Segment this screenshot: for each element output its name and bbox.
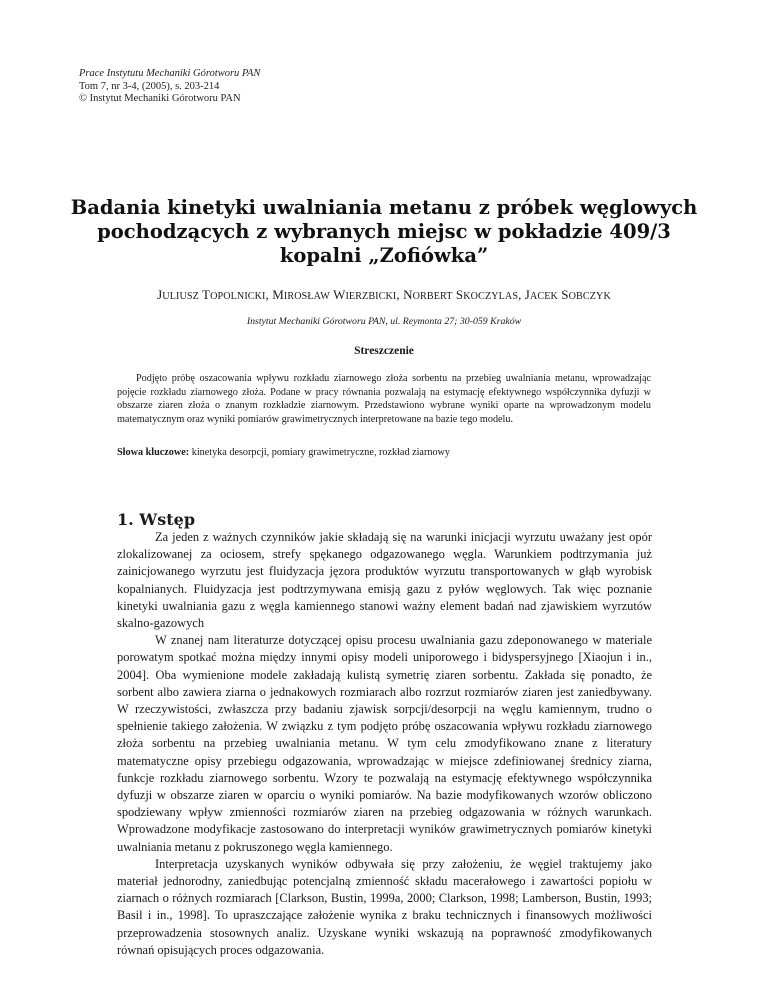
- keywords-label: Słowa kluczowe:: [117, 447, 190, 458]
- paper-authors: JULIUSZ TOPOLNICKI, MIROSŁAW WIERZBICKI, NORBERT SKOCZYLAS, JACEK SOBCZYK: [157, 287, 611, 302]
- body-paragraph: W znanej nam literaturze dotyczącej opisu procesu uwalniania gazu zdeponowanego w materiale porowatym spotkać można między innymi opisy modeli uniporowego i bidyspersyjnego [Xiaojun i in., 2004]. Oba wymienione modele zakładają kulistą symetrię ziaren sorbentu. Zakłada się ponadto, że sorbent albo zawiera ziarna o jednakowych rozmiarach albo rozrzut rozmiarów ziaren jest zaniedbywany. W rzeczywistości, zwłaszcza przy badaniu zjawisk sorpcji/desorpcji na węglu kamiennym, trudno o spełnienie takiego założenia. W związku z tym podjęto próbę oszacowania wpływu rozkładu ziarnowego złoża sorbentu na przebieg uwalniania metanu. W tym celu zmodyfikowano znane z literatury matematyczne opisy przebiegu odgazowania, wprowadzając w miejsce zdefiniowanej średnicy ziarna, funkcje rozkładu ziarnowego sorbentu. Wzory te pozwalają na estymację efektywnego współczynnika dyfuzji w obszarze ziaren w oparciu o wyniki pomiarów. Na bazie modyfikowanych wzorów obliczono spodziewany wpływ zmienności rozmiarów ziaren na przebieg odgazowania w różnych warunkach. Wprowadzone modyfikacje zastosowano do interpretacji wyników grawimetrycznych pomiarów kinetyki uwalniania metanu z pokruszonego węgla kamiennego.: [117, 633, 652, 854]
- journal-title: Prace Instytutu Mechaniki Górotworu PAN: [79, 68, 261, 79]
- journal-volume: Tom 7, nr 3-4, (2005), s. 203-214: [79, 80, 220, 92]
- journal-copyright: © Instytut Mechaniki Górotworu PAN: [79, 93, 241, 104]
- section-heading: 1. Wstęp: [117, 510, 196, 529]
- body-paragraph: Za jeden z ważnych czynników jakie składają się na warunki inicjacji wyrzutu uważany jest opór zlokalizowanej za ociosem, strefy spękanego odgazowanego węgla. Warunkiem podtrzymania już zainicjowanego wyrzutu jest fluidyzacja jęzora produktów wyrzutu transportowanych w głąb wyrobisk kopalnianych. Fluidyzacja jest podtrzymywana emisją gazu z pyłów węglowych. Tak więc poznanie kinetyki uwalniania gazu z węgla kamiennego stanowi ważny element badań nad zjawiskiem wyrzutów skalno-gazowych: [117, 530, 652, 631]
- abstract-text: Podjęto próbę oszacowania wpływu rozkładu ziarnowego złoża sorbentu na przebieg uwalniania metanu, wprowadzając pojęcie rozkładu ziarnowego złoża. Podane w pracy równania pozwalają na estymację efektywnego współczynnika dyfuzji w obszarze ziaren złoża o znanym rozkładzie ziarnowym. Przedstawiono wybrane wyniki oparte na wprowadzonym modelu matematycznym oraz wyniki pomiarów grawimetrycznych interpretowane na bazie tego modelu.: [117, 373, 651, 425]
- author-affiliation: Instytut Mechaniki Górotworu PAN, ul. Reymonta 27; 30-059 Kraków: [246, 316, 522, 327]
- body-paragraph: Interpretacja uzyskanych wyników odbywała się przy założeniu, że węgiel traktujemy jako materiał jednorodny, zaniedbując potencjalną zmienność składu macerałowego i zawartości popiołu w ziarnach o różnych rozmiarach [Clarkson, Bustin, 1999a, 2000; Clarkson, 1998; Lamberson, Bustin, 1993; Basil i in., 1998]. To upraszczające założenie wynika z braku technicznych i finansowych możliwości przeprowadzenia stosownych analiz. Uzyskane wyniki wskazują na poprawność zmodyfikowanych równań opisujących proces odgazowania.: [117, 856, 652, 957]
- abstract: [117, 372, 651, 426]
- abstract-heading: Streszczenie: [354, 345, 414, 357]
- journal-header: [79, 68, 260, 106]
- section-body: [117, 529, 652, 959]
- keywords-text: kinetyka desorpcji, pomiary grawimetryczne, rozkład ziarnowy: [191, 447, 450, 458]
- keywords: [117, 446, 651, 459]
- paper-title: Badania kinetyki uwalniania metanu z próbek węglowych pochodzących z wybranych miejsc w pokładzie 409/3 kopalni „Zofiówka”: [70, 196, 698, 267]
